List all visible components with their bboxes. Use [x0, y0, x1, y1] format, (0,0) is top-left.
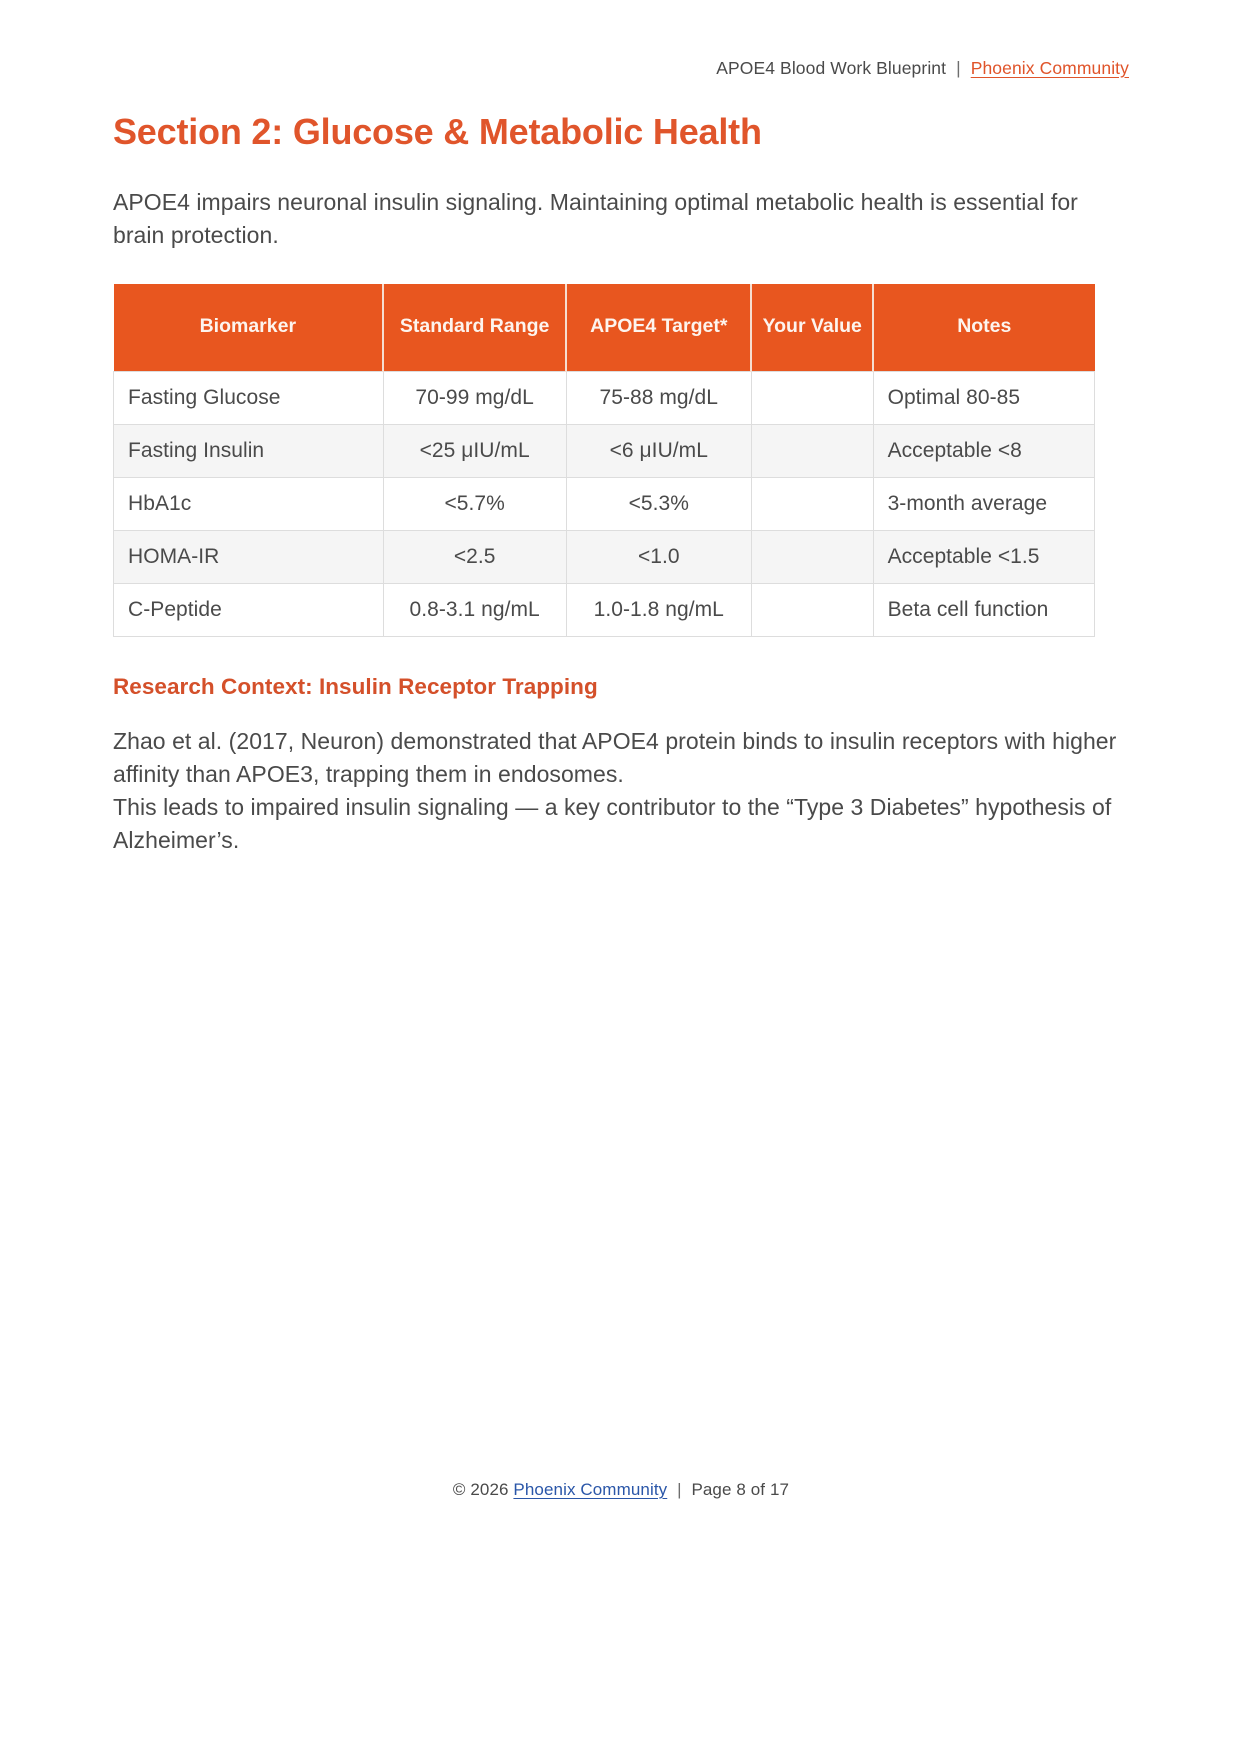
table-header-row [114, 284, 1095, 372]
header-document-title: APOE4 Blood Work Blueprint [716, 58, 947, 78]
section-intro-paragraph: APOE4 impairs neuronal insulin signaling. Maintaining optimal metabolic health is essential for brain protection. [113, 189, 1078, 248]
header-brand-link[interactable]: Phoenix Community [970, 58, 1129, 78]
cell-apoe4-target: <1.0 [566, 531, 751, 584]
cell-your-value[interactable] [751, 584, 873, 637]
cell-standard-range: <25 μIU/mL [383, 425, 566, 478]
column-header-apoe4-target: APOE4 Target* [566, 284, 751, 372]
research-paragraph-2: This leads to impaired insulin signaling — a key contributor to the “Type 3 Diabetes” hypothesis of Alzheimer’s. [113, 793, 1112, 853]
table-row [114, 372, 1095, 425]
cell-apoe4-target: <6 μIU/mL [566, 425, 751, 478]
column-header-standard-range: Standard Range [383, 284, 566, 372]
research-paragraph-1: Zhao et al. (2017, Neuron) demonstrated that APOE4 protein binds to insulin receptors with higher affinity than APOE3, trapping them in endosomes. [113, 728, 1117, 787]
cell-notes: Acceptable <8 [873, 425, 1094, 478]
cell-biomarker: HOMA-IR [114, 531, 384, 584]
cell-biomarker: Fasting Glucose [114, 372, 384, 425]
table-body [114, 372, 1095, 637]
cell-notes: 3-month average [873, 478, 1094, 531]
column-header-biomarker: Biomarker [114, 284, 384, 372]
page-footer [0, 1480, 1242, 1500]
cell-apoe4-target: <5.3% [566, 478, 751, 531]
cell-your-value[interactable] [751, 425, 873, 478]
cell-biomarker: C-Peptide [114, 584, 384, 637]
cell-standard-range: <5.7% [383, 478, 566, 531]
cell-apoe4-target: 75-88 mg/dL [566, 372, 751, 425]
footer-page-number: Page 8 of 17 [691, 1480, 790, 1499]
column-header-your-value: Your Value [751, 284, 873, 372]
column-header-notes: Notes [873, 284, 1094, 372]
cell-notes: Beta cell function [873, 584, 1094, 637]
table-row [114, 425, 1095, 478]
cell-your-value[interactable] [751, 478, 873, 531]
biomarker-table [113, 284, 1095, 638]
cell-standard-range: <2.5 [383, 531, 566, 584]
cell-standard-range: 70-99 mg/dL [383, 372, 566, 425]
research-context-body [113, 725, 1123, 857]
table-header [114, 284, 1095, 372]
cell-biomarker: Fasting Insulin [114, 425, 384, 478]
table-row [114, 478, 1095, 531]
header-separator: | [956, 58, 961, 78]
research-context-heading: Research Context: Insulin Receptor Trapping [113, 674, 598, 699]
table-row [114, 531, 1095, 584]
running-header [113, 58, 1129, 79]
footer-brand-link[interactable]: Phoenix Community [513, 1480, 668, 1499]
cell-your-value[interactable] [751, 372, 873, 425]
table-row [114, 584, 1095, 637]
cell-standard-range: 0.8-3.1 ng/mL [383, 584, 566, 637]
footer-copyright: © 2026 [452, 1480, 509, 1499]
section-title: Section 2: Glucose & Metabolic Health [113, 111, 762, 152]
footer-separator: | [677, 1480, 682, 1499]
cell-notes: Acceptable <1.5 [873, 531, 1094, 584]
cell-biomarker: HbA1c [114, 478, 384, 531]
cell-apoe4-target: 1.0-1.8 ng/mL [566, 584, 751, 637]
cell-your-value[interactable] [751, 531, 873, 584]
cell-notes: Optimal 80-85 [873, 372, 1094, 425]
